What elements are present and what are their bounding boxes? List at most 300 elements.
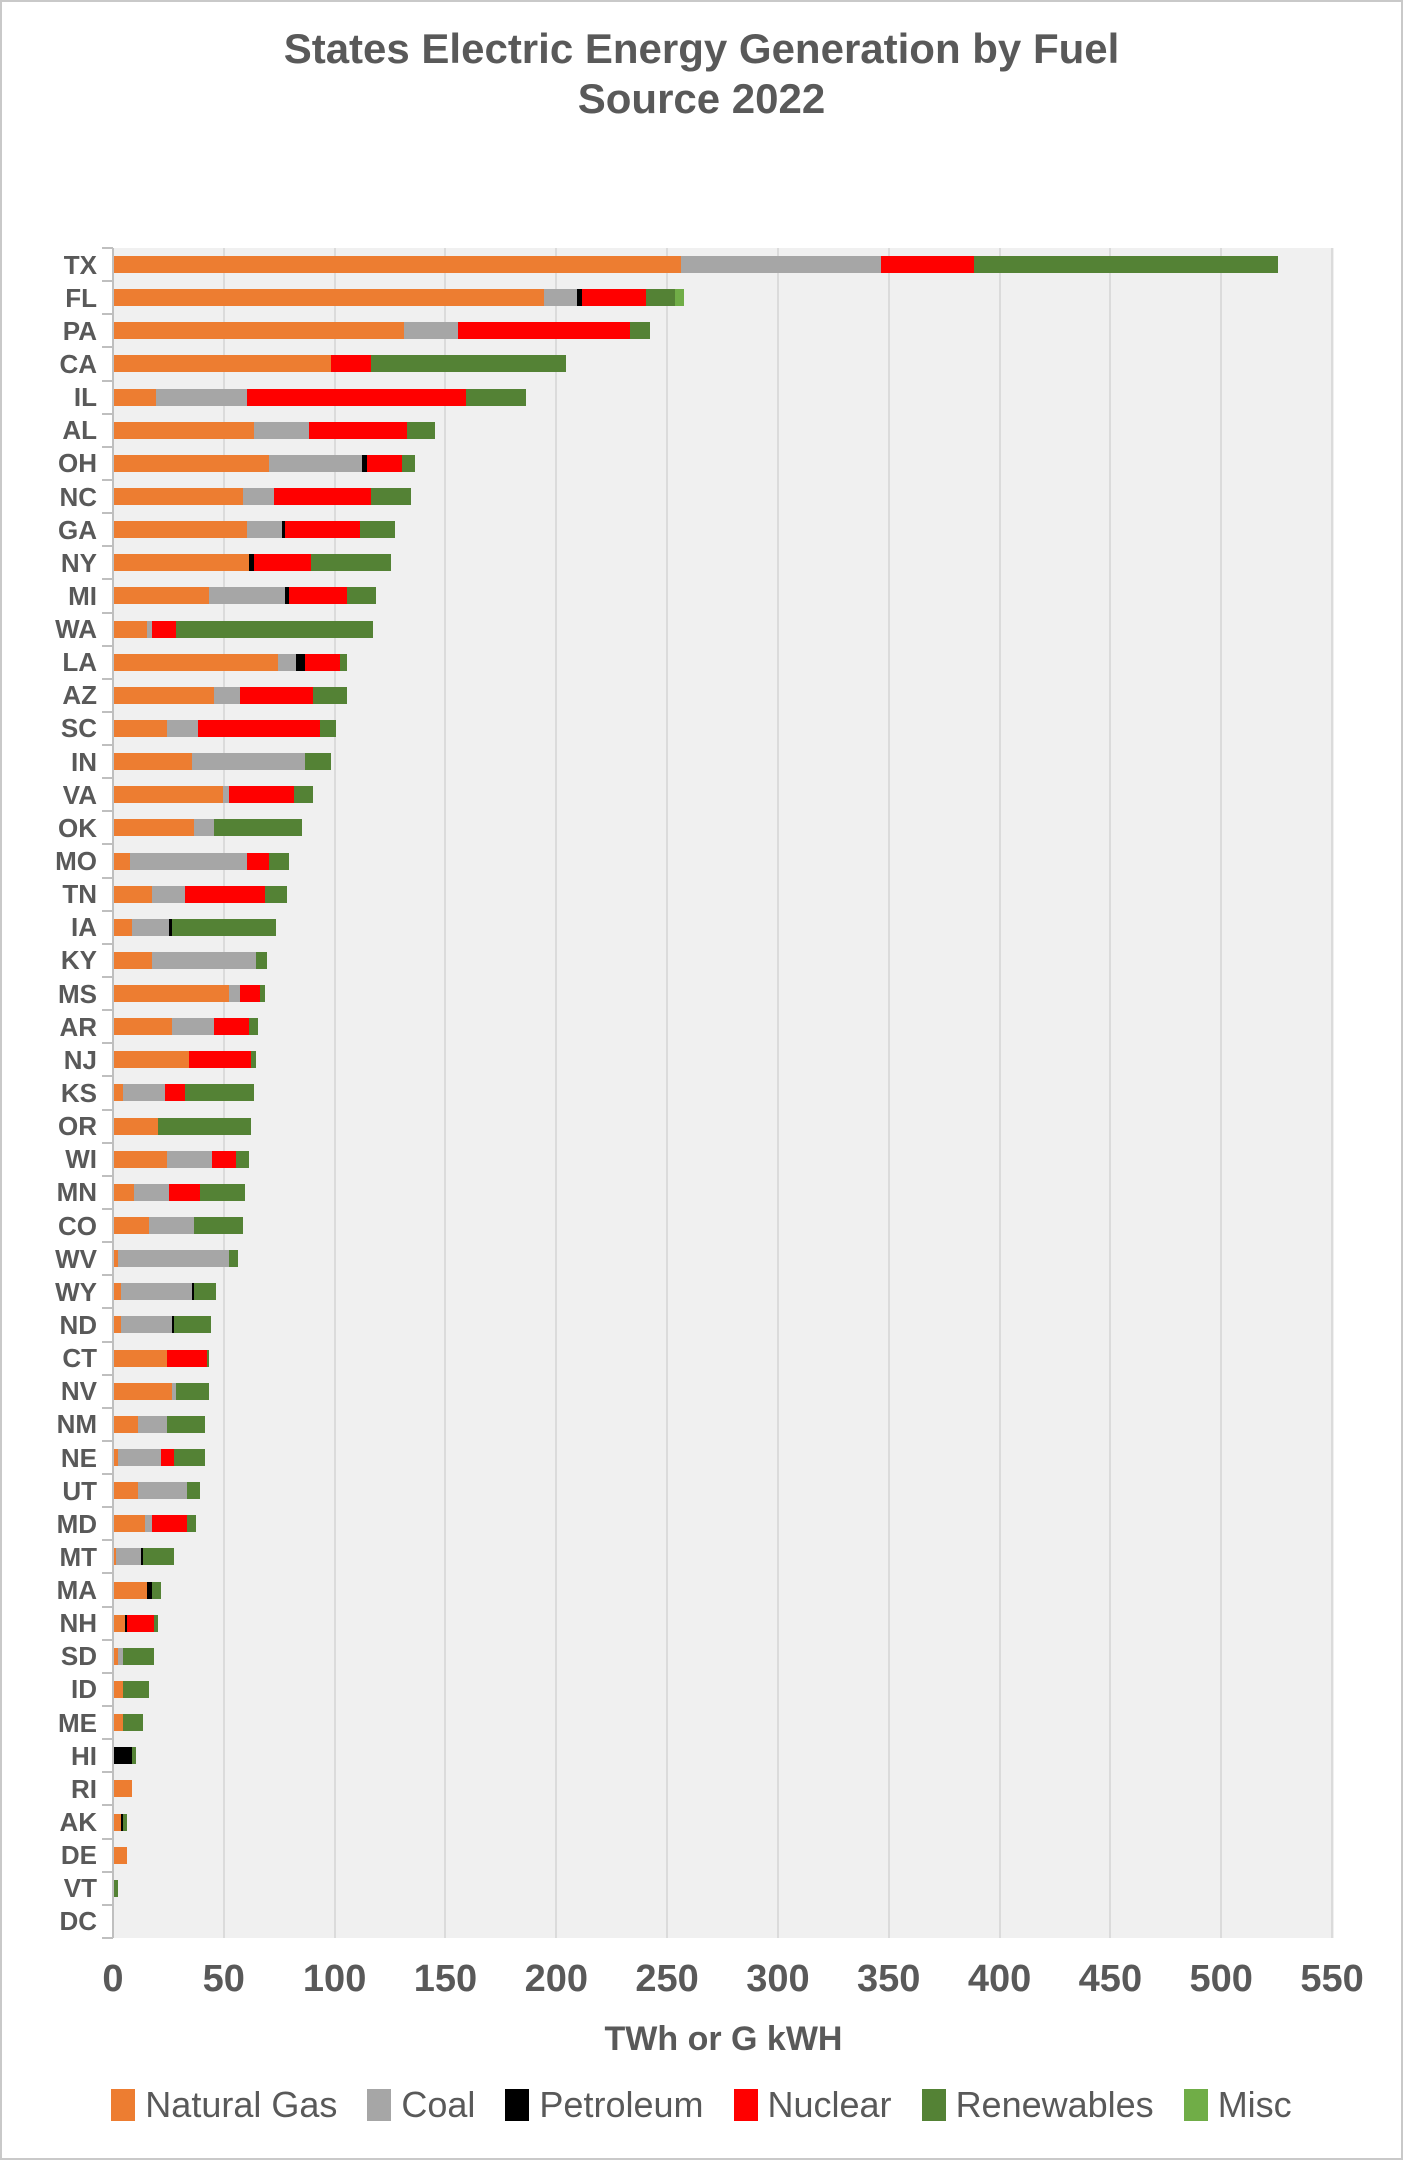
bar-segment-renewables [187,1515,196,1532]
y-axis-label-in: IN [71,746,97,777]
bar-segment-renewables [123,1814,127,1831]
x-axis-tick-label-550: 550 [1300,1958,1364,2000]
bar-segment-nuclear [254,554,312,571]
bar-row-al [114,422,435,439]
y-axis-label-vt: VT [63,1873,97,1904]
bar-segment-renewables [260,985,264,1002]
y-axis-label-ok: OK [58,812,97,843]
bar-segment-coal [118,1250,229,1267]
y-axis-label-ca: CA [59,348,97,379]
bar-row-tn [114,886,287,903]
bar-segment-coal [118,1449,160,1466]
bar-row-ct [114,1350,209,1367]
bar-segment-renewables [347,587,376,604]
bar-segment-renewables [123,1681,150,1698]
y-axis-label-or: OR [58,1111,97,1142]
bar-segment-renewables [194,1283,216,1300]
bar-segment-natural-gas [114,355,331,372]
chart-title [2,24,1401,124]
bar-segment-renewables [371,488,411,505]
y-axis-tick [102,1440,113,1442]
y-axis-label-il: IL [73,382,97,413]
bar-segment-nuclear [229,786,293,803]
bar-segment-coal [544,289,577,306]
gridline-350 [888,248,890,1938]
y-axis-tick [102,280,113,282]
bar-row-in [114,753,331,770]
y-axis-tick [102,777,113,779]
bar-segment-natural-gas [114,1051,189,1068]
legend-label: Coal [401,2084,476,2125]
legend-item-nuclear [734,2084,892,2126]
bar-row-nh [114,1615,158,1632]
bar-segment-natural-gas [114,1416,138,1433]
bar-segment-nuclear [582,289,646,306]
y-axis-label-nc: NC [59,481,97,512]
bar-segment-renewables [176,1383,209,1400]
y-axis-label-hi: HI [71,1740,97,1771]
bar-row-ri [114,1780,132,1797]
bar-segment-renewables [320,720,336,737]
bar-segment-nuclear [161,1449,174,1466]
bar-segment-coal [156,389,247,406]
bar-segment-natural-gas [114,720,167,737]
bar-segment-nuclear [167,1350,207,1367]
x-axis-tick-label-200: 200 [524,1958,588,2000]
y-axis-label-ak: AK [59,1807,97,1837]
y-axis-tick [102,1307,113,1309]
y-axis-tick [102,1838,113,1840]
legend-item-natural-gas [111,2084,337,2126]
y-axis-tick [102,413,113,415]
bar-segment-natural-gas [114,1217,149,1234]
y-axis-tick [102,612,113,614]
bar-segment-natural-gas [114,1515,145,1532]
legend-swatch-renewables-icon [922,2089,946,2121]
legend-item-coal [367,2084,475,2126]
y-axis-label-nd: ND [59,1309,97,1340]
legend-swatch-coal-icon [367,2089,391,2121]
bar-segment-renewables [646,289,675,306]
y-axis-tick [102,512,113,514]
bar-segment-renewables [236,1151,249,1168]
bar-segment-renewables [630,322,650,339]
y-axis-tick [102,1142,113,1144]
bar-row-ut [114,1482,200,1499]
gridline-200 [555,248,557,1938]
bar-segment-renewables [143,1548,174,1565]
bar-row-wa [114,621,373,638]
bar-segment-renewables [229,1250,238,1267]
legend-label: Petroleum [539,2084,704,2125]
bar-segment-natural-gas [114,919,132,936]
bar-row-ar [114,1018,258,1035]
gridline-300 [777,248,779,1938]
bar-row-mo [114,853,289,870]
x-axis-tick-label-500: 500 [1189,1958,1253,2000]
bar-segment-coal [681,256,880,273]
bar-row-nm [114,1416,205,1433]
legend-item-petroleum [505,2084,703,2126]
bar-segment-nuclear [169,1184,200,1201]
x-axis-tick-label-450: 450 [1078,1958,1143,2000]
bar-segment-renewables [269,853,289,870]
y-axis-tick [102,943,113,945]
bar-segment-natural-gas [114,389,156,406]
legend-label: Renewables [955,2084,1154,2125]
bar-segment-natural-gas [114,1118,158,1135]
y-axis-label-az: AZ [62,680,97,711]
bar-segment-nuclear [458,322,631,339]
legend-item-renewables [922,2084,1154,2126]
y-axis-tick [102,1374,113,1376]
legend-item-misc [1184,2084,1292,2126]
y-axis-tick [102,247,113,249]
bar-row-mi [114,587,376,604]
y-axis-tick [102,1009,113,1011]
y-axis-tick [102,545,113,547]
bar-segment-coal [134,1184,169,1201]
y-axis-tick [102,1738,113,1740]
y-axis-tick [102,1075,113,1077]
y-axis-label-wi: WI [65,1144,97,1175]
y-axis-tick [102,1506,113,1508]
y-axis-label-nj: NJ [63,1044,97,1075]
x-axis-tick-label-100: 100 [302,1958,367,2000]
bar-row-vt [114,1880,118,1897]
bar-segment-nuclear [289,587,347,604]
bar-segment-renewables [154,1615,158,1632]
bar-row-sd [114,1648,154,1665]
bar-segment-natural-gas [114,1615,125,1632]
y-axis-label-wv: WV [55,1243,97,1274]
bar-segment-renewables [200,1184,244,1201]
bar-segment-renewables [187,1482,200,1499]
y-axis-tick [102,1937,113,1939]
bar-segment-renewables [305,753,332,770]
y-axis-label-ks: KS [60,1077,97,1108]
y-axis-tick [102,1175,113,1177]
y-axis-label-ut: UT [62,1475,97,1506]
bar-row-ga [114,521,395,538]
bar-row-pa [114,322,650,339]
legend-label: Misc [1217,2084,1292,2125]
bar-segment-natural-gas [114,687,214,704]
bar-row-me [114,1714,143,1731]
bar-row-ca [114,355,566,372]
bar-segment-renewables [249,1018,258,1035]
bar-segment-renewables [256,952,267,969]
bar-row-de [114,1847,127,1864]
bar-segment-natural-gas [114,1018,172,1035]
bar-segment-nuclear [127,1615,154,1632]
bar-segment-nuclear [240,687,313,704]
y-axis-tick [102,1639,113,1641]
bar-segment-natural-gas [114,1084,123,1101]
y-axis-tick [102,877,113,879]
bar-segment-coal [229,985,240,1002]
y-axis-tick [102,1109,113,1111]
bar-row-ia [114,919,276,936]
bar-row-md [114,1515,196,1532]
y-axis-tick [102,1705,113,1707]
bar-segment-coal [121,1316,172,1333]
bar-segment-renewables [294,786,314,803]
y-axis-tick [102,1804,113,1806]
bar-row-fl [114,289,684,306]
bar-segment-renewables [132,1747,136,1764]
bar-segment-nuclear [212,1151,236,1168]
bar-row-ky [114,952,267,969]
bar-segment-coal [167,1151,211,1168]
y-axis-label-pa: PA [62,315,97,346]
y-axis-label-ga: GA [58,514,97,545]
bar-segment-coal [247,521,282,538]
bar-segment-natural-gas [114,455,269,472]
chart-title-line2: Source 2022 [577,75,826,122]
x-axis-tick-label-350: 350 [857,1958,921,2000]
bar-row-ma [114,1582,161,1599]
bar-segment-renewables [123,1714,143,1731]
y-axis-tick [102,1341,113,1343]
y-axis-tick [102,1771,113,1773]
bar-segment-natural-gas [114,1283,121,1300]
bar-segment-renewables [172,919,276,936]
bar-segment-nuclear [367,455,402,472]
bar-segment-renewables [174,1449,205,1466]
y-axis-label-al: AL [62,415,97,446]
y-axis-label-la: LA [62,647,97,678]
y-axis-tick [102,1606,113,1608]
bar-segment-renewables [974,256,1278,273]
bar-segment-natural-gas [114,786,223,803]
bar-row-ok [114,819,302,836]
bar-segment-coal [152,886,185,903]
bar-segment-coal [138,1482,187,1499]
bar-row-nv [114,1383,209,1400]
x-axis-tick-label-250: 250 [635,1958,699,2000]
chart-title-line1: States Electric Energy Generation by Fuel [283,25,1120,72]
bar-segment-renewables [340,654,347,671]
y-axis-label-ne: NE [60,1442,97,1473]
bar-segment-renewables [158,1118,251,1135]
bar-segment-coal [121,1283,192,1300]
bar-segment-coal [192,753,305,770]
bar-row-oh [114,455,415,472]
bar-segment-natural-gas [114,422,254,439]
y-axis-tick [102,1042,113,1044]
bar-segment-renewables [214,819,303,836]
bar-segment-natural-gas [114,488,243,505]
bar-segment-renewables [174,1316,212,1333]
bar-segment-nuclear [881,256,974,273]
y-axis-label-ri: RI [71,1773,97,1804]
bar-segment-nuclear [198,720,320,737]
y-axis-tick [102,843,113,845]
y-axis-label-sd: SD [60,1641,97,1672]
bar-segment-renewables [313,687,346,704]
bar-segment-coal [278,654,296,671]
bar-row-ny [114,554,391,571]
bar-segment-nuclear [189,1051,251,1068]
bar-segment-coal [404,322,457,339]
y-axis-label-va: VA [62,779,97,810]
legend-swatch-natural-gas-icon [111,2089,135,2121]
bar-segment-renewables [167,1416,205,1433]
bar-row-or [114,1118,251,1135]
y-axis-label-nv: NV [60,1376,97,1407]
y-axis-label-wy: WY [55,1276,97,1307]
y-axis-tick [102,645,113,647]
legend-label: Natural Gas [145,2084,338,2125]
bar-row-ms [114,985,265,1002]
bar-segment-renewables [407,422,436,439]
gridline-450 [1109,248,1111,1938]
gridline-500 [1220,248,1222,1938]
bar-segment-renewables [152,1582,161,1599]
legend-swatch-petroleum-icon [505,2089,529,2121]
bar-segment-nuclear [309,422,407,439]
legend [2,2084,1401,2126]
x-axis-tick-label-50: 50 [202,1958,245,2000]
bar-row-il [114,389,526,406]
bar-segment-renewables [251,1051,255,1068]
bar-segment-coal [172,1018,214,1035]
bar-row-wy [114,1283,216,1300]
y-axis-label-ar: AR [59,1011,97,1042]
y-axis-label-me: ME [58,1707,97,1738]
bar-row-nd [114,1316,211,1333]
bar-segment-petroleum [296,654,305,671]
bar-segment-natural-gas [114,521,247,538]
gridline-250 [666,248,668,1938]
y-axis-tick [102,1208,113,1210]
bar-segment-natural-gas [114,1582,147,1599]
y-axis-tick [102,1871,113,1873]
bar-segment-petroleum [114,1747,132,1764]
y-axis-tick [102,678,113,680]
bar-segment-nuclear [274,488,372,505]
y-axis-tick [102,810,113,812]
y-axis-tick [102,1572,113,1574]
bar-row-sc [114,720,336,737]
gridline-150 [444,248,446,1938]
y-axis-tick [102,479,113,481]
y-axis-tick [102,1241,113,1243]
y-axis-label-md: MD [56,1508,97,1539]
y-axis-tick [102,744,113,746]
bar-segment-coal [269,455,362,472]
x-axis-tick-label-150: 150 [413,1958,478,2000]
y-axis-tick [102,1672,113,1674]
bar-segment-natural-gas [114,1814,121,1831]
bar-segment-natural-gas [114,819,194,836]
bar-segment-coal [167,720,198,737]
gridline-400 [999,248,1001,1938]
bar-segment-coal [194,819,214,836]
y-axis-tick [102,1407,113,1409]
bar-segment-natural-gas [114,289,544,306]
bar-segment-coal [116,1548,140,1565]
bar-row-la [114,654,347,671]
bar-segment-nuclear [247,853,269,870]
bar-row-mn [114,1184,245,1201]
bar-segment-natural-gas [114,853,130,870]
bar-segment-natural-gas [114,554,249,571]
bar-row-co [114,1217,243,1234]
y-axis-tick [102,976,113,978]
bar-segment-natural-gas [114,952,152,969]
bar-segment-nuclear [247,389,466,406]
bar-segment-natural-gas [114,621,147,638]
y-axis-label-ia: IA [71,912,97,943]
bar-segment-renewables [371,355,566,372]
bar-segment-coal [123,1084,165,1101]
bar-segment-nuclear [331,355,371,372]
bar-segment-renewables [466,389,526,406]
y-axis-tick [102,711,113,713]
y-axis-tick [102,1274,113,1276]
y-axis-label-sc: SC [60,713,97,744]
y-axis-tick [102,380,113,382]
bar-segment-renewables [311,554,391,571]
legend-label: Nuclear [767,2084,892,2125]
bar-row-wi [114,1151,249,1168]
y-axis-label-id: ID [71,1674,97,1705]
bar-segment-natural-gas [114,886,152,903]
bar-row-tx [114,256,1278,273]
bar-segment-natural-gas [114,322,404,339]
y-axis-tick [102,1539,113,1541]
y-axis-tick [102,346,113,348]
y-axis-tick [102,446,113,448]
bar-segment-natural-gas [114,1350,167,1367]
bar-row-mt [114,1548,174,1565]
bar-segment-nuclear [214,1018,249,1035]
bar-segment-natural-gas [114,1316,121,1333]
bar-row-id [114,1681,149,1698]
bar-row-az [114,687,347,704]
y-axis-tick [102,313,113,315]
bar-segment-natural-gas [114,753,192,770]
bar-segment-renewables [185,1084,254,1101]
bar-segment-renewables [360,521,395,538]
y-axis-tick [102,578,113,580]
y-axis-label-co: CO [58,1210,97,1241]
y-axis-label-nm: NM [56,1409,97,1440]
bar-segment-nuclear [240,985,260,1002]
x-axis-tick-label-300: 300 [746,1958,810,2000]
bar-segment-natural-gas [114,587,209,604]
bar-segment-renewables [207,1350,209,1367]
bar-segment-coal [152,952,256,969]
y-axis-label-tx: TX [63,249,97,280]
bar-segment-nuclear [152,621,176,638]
bar-row-ne [114,1449,205,1466]
bar-segment-nuclear [285,521,360,538]
y-axis-label-tn: TN [62,879,97,910]
bar-row-nc [114,488,411,505]
bar-segment-renewables [402,455,415,472]
bar-segment-misc [675,289,684,306]
bar-segment-coal [145,1515,152,1532]
x-axis-title: TWh or G kWH [604,2020,843,2058]
x-axis-tick-label-400: 400 [967,1958,1032,2000]
bar-row-ak [114,1814,127,1831]
bar-segment-natural-gas [114,1780,132,1797]
bar-segment-renewables [176,621,373,638]
bar-segment-renewables [194,1217,243,1234]
